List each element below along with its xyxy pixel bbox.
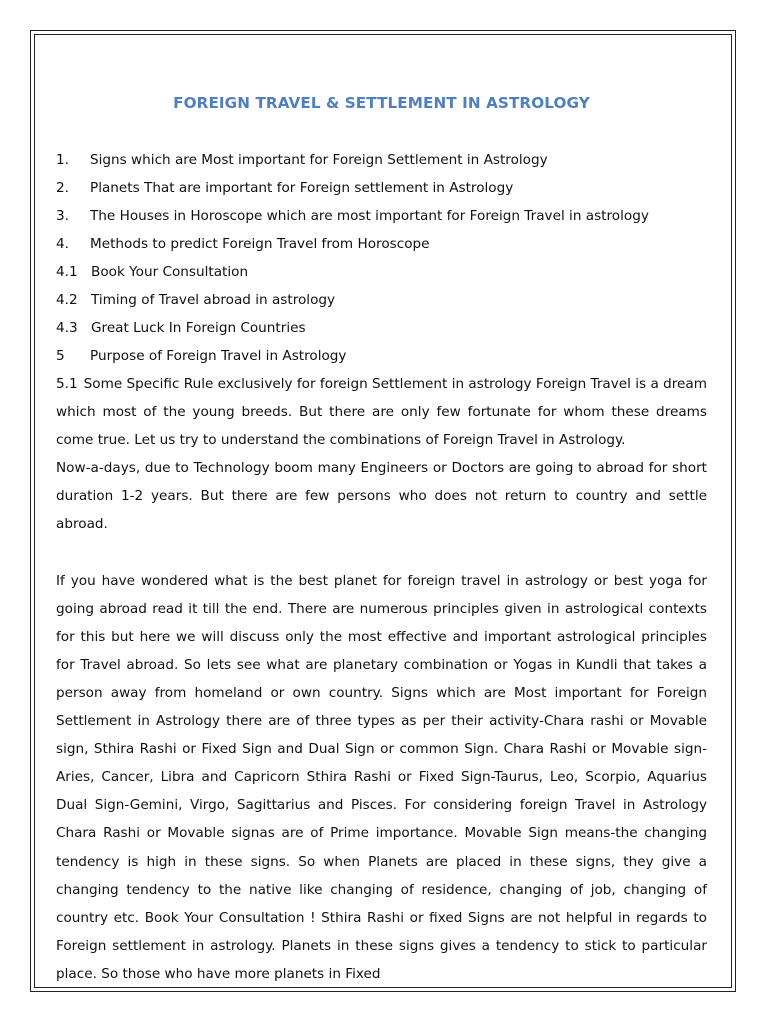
toc-item-number: 4.2 (56, 292, 78, 308)
toc-item-text: Book Your Consultation (91, 264, 249, 280)
toc-item-text: Purpose of Foreign Travel in Astrology (90, 348, 347, 364)
toc-item (56, 286, 707, 314)
paragraph-technology: Now-a-days, due to Technology boom many Engineers or Doctors are going to abroad for short duration 1-2 years. But there are few persons who does not return to country and settle abroad. (56, 460, 707, 533)
document-title: FOREIGN TRAVEL & SETTLEMENT IN ASTROLOGY (173, 94, 590, 112)
toc-item-text: Planets That are important for Foreign settlement in Astrology (90, 180, 514, 196)
toc-item-number: 4. (56, 236, 69, 252)
toc-item-number: 5.1 (56, 376, 78, 392)
toc-item (56, 314, 707, 342)
toc-item (56, 230, 707, 258)
intro-paragraph-text: Some Specific Rule exclusively for foreign Settlement in astrology Foreign Travel is a dream which most of the young breeds. But there are only few fortunate for whom these dreams come true. Let us try to understand the combinations of Foreign Travel in Astrology. (56, 376, 707, 449)
intro-paragraph (56, 370, 707, 454)
toc-item (56, 146, 707, 174)
toc-item (56, 202, 707, 230)
toc-item-number: 3. (56, 208, 69, 224)
toc-item-text: Methods to predict Foreign Travel from Horoscope (90, 236, 430, 252)
toc-item-number: 4.3 (56, 320, 78, 336)
toc-item-text: Great Luck In Foreign Countries (91, 320, 306, 336)
toc-item-number: 5 (56, 348, 65, 364)
toc-item-number: 1. (56, 152, 69, 168)
toc-item (56, 342, 707, 370)
toc-item (56, 258, 707, 286)
table-of-contents (56, 146, 707, 370)
paragraph-signs: If you have wondered what is the best planet for foreign travel in astrology or best yoga for going abroad read it till the end. There are numerous principles given in astrological contexts for this but here we will discuss only the most effective and important astrological principles for Travel abroad. So lets see what are planetary combination or Yogas in Kundli that takes a person away from homeland or own country. Signs which are Most important for Foreign Settlement in Astrology there are of three types as per their activity-Chara rashi or Movable sign, Sthira Rashi or Fixed Sign and Dual Sign or common Sign. Chara Rashi or Movable sign-Aries, Cancer, Libra and Capricorn Sthira Rashi or Fixed Sign-Taurus, Leo, Scorpio, Aquarius Dual Sign-Gemini, Virgo, Sagittarius and Pisces. For considering foreign Travel in Astrology Chara Rashi or Movable signas are of Prime importance. Movable Sign means-the changing tendency is high in these signs. So when Planets are placed in these signs, they give a changing tendency to the native like changing of residence, changing of job, changing of country etc. Book Your Consultation ! Sthira Rashi or fixed Signs are not helpful in regards to Foreign settlement in astrology. Planets in these signs gives a tendency to stick to particular place. So those who have more planets in Fixed (56, 572, 707, 982)
toc-item-number: 4.1 (56, 264, 78, 280)
toc-item-number: 2. (56, 180, 69, 196)
toc-item (56, 174, 707, 202)
toc-item-text: Timing of Travel abroad in astrology (91, 292, 336, 308)
toc-item-text: Signs which are Most important for Foreign Settlement in Astrology (90, 152, 548, 168)
toc-item-text: The Houses in Horoscope which are most important for Foreign Travel in astrology (90, 208, 649, 224)
document-body (56, 90, 707, 988)
paragraph-spacer (56, 539, 707, 567)
